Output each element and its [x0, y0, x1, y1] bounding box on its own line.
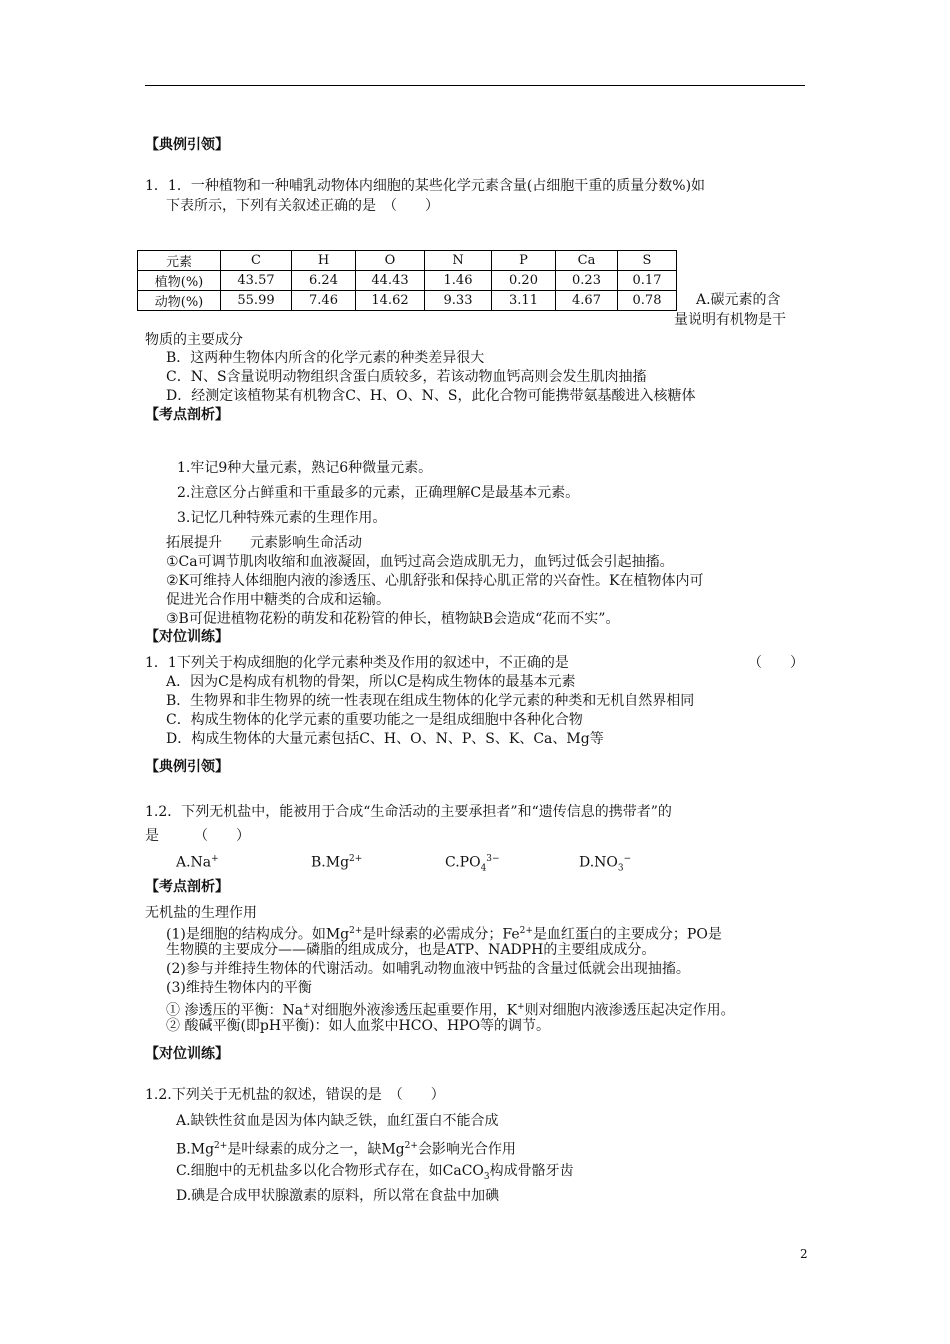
question-1-2-text: 1.2．下列无机盐中，能被用于合成“生命活动的主要承担者”和“遗传信息的携带者”的	[145, 804, 672, 820]
table-cell: P	[492, 251, 556, 271]
section-heading-example-2: 【典例引领】	[145, 759, 229, 775]
table-cell: 0.78	[618, 291, 677, 311]
element-content-table	[137, 250, 677, 311]
section-heading-analysis: 【考点剖析】	[145, 407, 229, 423]
extension-item-3: ③B可促进植物花粉的萌发和花粉管的伸长，植物缺B会造成“花而不实”。	[166, 611, 620, 627]
table-cell: 55.99	[221, 291, 292, 311]
analysis-point-2: 2.注意区分占鲜重和干重最多的元素，正确理解C是最基本元素。	[177, 485, 580, 501]
table-cell: 0.17	[618, 271, 677, 291]
salt-function-1-cont: 生物膜的主要成分——磷脂的组成成分，也是ATP、NADPH的主要组成成分。	[166, 942, 656, 958]
training-option-b: B．生物界和非生物界的统一性表现在组成生物体的化学元素的种类和无机自然界相同	[166, 693, 695, 709]
extension-item-1: ①Ca可调节肌肉收缩和血液凝固，血钙过高会造成肌无力，血钙过低会引起抽搐。	[166, 554, 674, 570]
option-no3: $D.NO_3^-$	[579, 854, 632, 874]
training-option-d: D．构成生物体的大量元素包括C、H、O、N、P、S、K、Ca、Mg等	[166, 731, 604, 747]
extension-title: 拓展提升 元素影响生命活动	[166, 535, 362, 551]
table-cell: S	[618, 251, 677, 271]
table-cell: 7.46	[292, 291, 356, 311]
training-question-1-2: 1.2.下列关于无机盐的叙述，错误的是 （ ）	[145, 1087, 445, 1103]
table-cell: 9.33	[425, 291, 492, 311]
option-c-text: C．N、S含量说明动物组织含蛋白质较多，若该动物血钙高则会发生肌肉抽搐	[166, 369, 647, 385]
acid-base-balance: ② 酸碱平衡(即pH平衡)：如人血浆中HCO、HPO等的调节。	[166, 1018, 551, 1034]
table-cell: 动物(%)	[138, 291, 221, 311]
table-cell: 元素	[138, 251, 221, 271]
question-1-1-text: 1．1．一种植物和一种哺乳动物体内细胞的某些化学元素含量(占细胞干重的质量分数%)如	[145, 178, 706, 194]
training2-option-b: $B.Mg^{2+}$是叶绿素的成分之一，缺$Mg^{2+}$会影响光合作用	[176, 1141, 516, 1158]
table-row	[138, 271, 677, 291]
osmotic-balance: ① 渗透压的平衡：Na+对细胞外液渗透压起重要作用，K+则对细胞内液渗透压起决定作用。	[166, 1002, 735, 1019]
table-cell: 0.23	[556, 271, 618, 291]
option-na: A.Na+	[176, 854, 219, 871]
salt-function-1: (1)是细胞的结构成分。如$Mg^{2+}$是叶绿素的必需成分；$Fe^{2+}$是血红蛋白的主要成分；PO是	[166, 926, 722, 943]
section-heading-example: 【典例引领】	[145, 137, 229, 153]
table-cell: 44.43	[356, 271, 425, 291]
table-cell: 4.67	[556, 291, 618, 311]
header-rule	[145, 85, 805, 86]
table-cell: 43.57	[221, 271, 292, 291]
question-1-1-text-cont: 下表所示，下列有关叙述正确的是 （ ）	[166, 198, 439, 214]
analysis-point-1: 1.牢记9种大量元素，熟记6种微量元素。	[177, 460, 433, 476]
training-question-1-1: 1．1下列关于构成细胞的化学元素种类及作用的叙述中，不正确的是	[145, 655, 569, 671]
extension-item-2-cont: 促进光合作用中糖类的合成和运输。	[166, 592, 390, 608]
section-heading-analysis-2: 【考点剖析】	[145, 879, 229, 895]
table-cell: C	[221, 251, 292, 271]
option-a-text: A.碳元素的含	[696, 292, 781, 308]
table-cell: 6.24	[292, 271, 356, 291]
table-cell: O	[356, 251, 425, 271]
table-cell: N	[425, 251, 492, 271]
option-d-text: D．经测定该植物某有机物含C、H、O、N、S，此化合物可能携带氨基酸进入核糖体	[166, 388, 696, 404]
table-header-row	[138, 251, 677, 271]
option-a-text-cont2: 物质的主要成分	[145, 332, 243, 348]
option-a-text-cont: 量说明有机物是干	[674, 312, 786, 328]
table-cell: 植物(%)	[138, 271, 221, 291]
training2-option-d: D.碘是合成甲状腺激素的原料，所以常在食盐中加碘	[176, 1188, 500, 1204]
salt-function-2: (2)参与并维持生物体的代谢活动。如哺乳动物血液中钙盐的含量过低就会出现抽搐。	[166, 961, 690, 977]
training2-option-c: C.细胞中的无机盐多以化合物形式存在，如CaCO$_3$构成骨骼牙齿	[176, 1163, 574, 1182]
table-cell: 1.46	[425, 271, 492, 291]
page-number: 2	[800, 1247, 808, 1261]
analysis-point-3: 3.记忆几种特殊元素的生理作用。	[177, 510, 387, 526]
question-1-2-text-cont: 是 （ ）	[145, 828, 250, 844]
salt-function-title: 无机盐的生理作用	[145, 905, 257, 921]
table-cell: Ca	[556, 251, 618, 271]
section-heading-training-2: 【对位训练】	[145, 1046, 229, 1062]
extension-item-2: ②K可维持人体细胞内液的渗透压、心肌舒张和保持心肌正常的兴奋性。K在植物体内可	[166, 573, 704, 589]
option-b-text: B．这两种生物体内所含的化学元素的种类差异很大	[166, 350, 485, 366]
training-option-c: C．构成生物体的化学元素的重要功能之一是组成细胞中各种化合物	[166, 712, 583, 728]
table-cell: 14.62	[356, 291, 425, 311]
option-po4: $C.PO_4^{3-}$	[445, 854, 500, 874]
table-cell: 0.20	[492, 271, 556, 291]
section-heading-training: 【对位训练】	[145, 629, 229, 645]
table-cell: 3.11	[492, 291, 556, 311]
training-option-a: A．因为C是构成有机物的骨架，所以C是构成生物体的最基本元素	[166, 674, 576, 690]
table-cell: H	[292, 251, 356, 271]
answer-blank: （ ）	[748, 655, 804, 671]
training2-option-a: A.缺铁性贫血是因为体内缺乏铁，血红蛋白不能合成	[176, 1113, 499, 1129]
salt-function-3: (3)维持生物体内的平衡	[166, 980, 312, 996]
table-row	[138, 291, 677, 311]
option-mg: $B.Mg^{2+}$	[311, 854, 363, 871]
